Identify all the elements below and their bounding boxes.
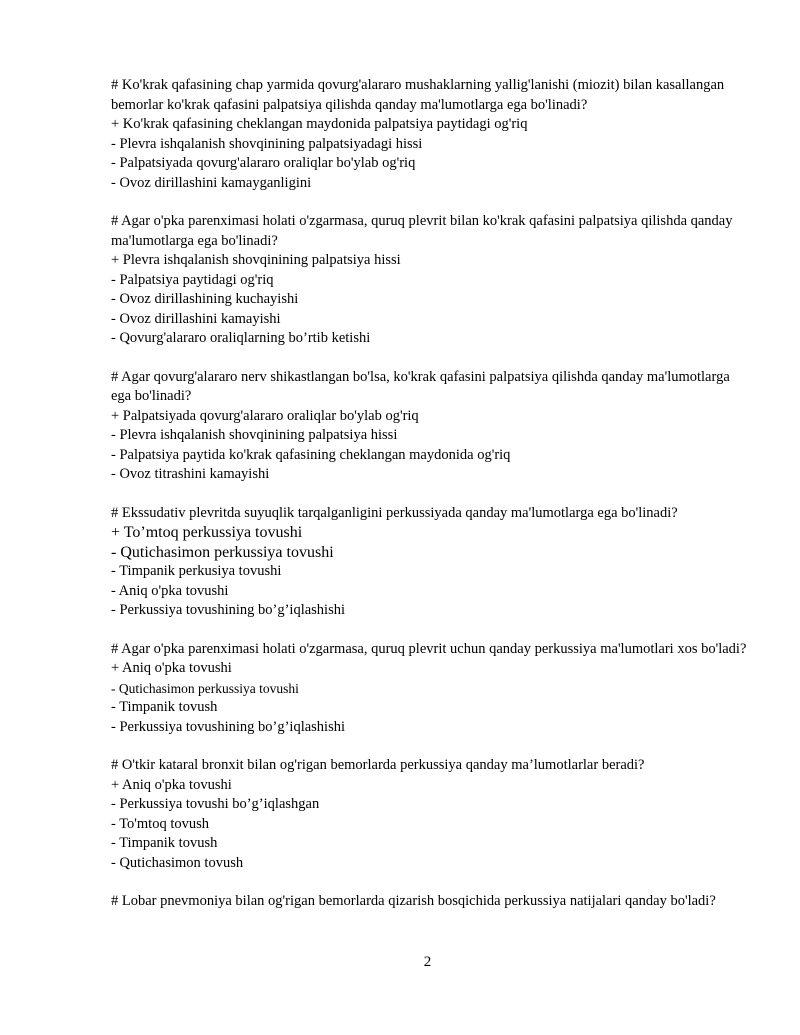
answer-option: - Palpatsiya paytida ko'krak qafasining cheklangan maydonida og'riq	[111, 446, 511, 463]
question-7	[111, 892, 751, 912]
answer-option-correct: + To’mtoq perkussiya tovushi	[111, 524, 303, 541]
answer-option: - Plevra ishqalanish shovqinining palpatsiyadagi hissi	[111, 135, 423, 152]
answer-option: - Aniq o'pka tovushi	[111, 582, 229, 599]
answer-option: - Qutichasimon perkussiya tovushi	[111, 680, 299, 696]
answer-option-correct: + Aniq o'pka tovushi	[111, 660, 232, 676]
page-number: 2	[423, 954, 432, 970]
answer-option: - Timpanik tovush	[111, 699, 218, 715]
answer-option: - Perkussiya tovushining bo’g’iqlashishi	[111, 718, 346, 735]
answer-option-correct: + Palpatsiyada qovurg'alararo oraliqlar bo'ylab og'riq	[111, 407, 419, 424]
answer-option: - Ovoz titrashini kamayishi	[111, 466, 270, 482]
answer-option: - Ovoz dirillashini kamayganligini	[111, 174, 312, 191]
question-1	[111, 76, 751, 193]
answer-option: - Qutichasimon perkussiya tovushi	[111, 543, 334, 561]
question-5	[111, 640, 751, 738]
question-text: # Lobar pnevmoniya bilan og'rigan bemorlarda qizarish bosqichida perkussiya natijalari qanday bo'ladi?	[111, 893, 716, 909]
answer-option: - To'mtoq tovush	[111, 815, 210, 832]
question-2	[111, 212, 751, 349]
question-text: # Ekssudativ plevritda suyuqlik tarqalganligini perkussiyada qanday ma'lumotlarga ega bo'linadi?	[111, 504, 678, 521]
answer-option: - Plevra ishqalanish shovqinining palpatsiya hissi	[111, 427, 398, 443]
question-text: # Agar o'pka parenximasi holati o'zgarmasa, quruq plevrit uchun qanday perkussiya ma'lumotlari xos bo'ladi?	[111, 640, 747, 657]
answer-option: - Qutichasimon tovush	[111, 854, 244, 871]
answer-option: - Palpatsiyada qovurg'alararo oraliqlar bo'ylab og'riq	[111, 155, 416, 171]
question-3	[111, 368, 751, 485]
question-text: # Agar o'pka parenximasi holati o'zgarmasa, quruq plevrit bilan ko'krak qafasini palpatsiya qilishda qanday ma'lumotlarga ega bo'linadi?	[111, 213, 733, 249]
answer-option: - Timpanik tovush	[111, 835, 218, 851]
answer-option: - Timpanik perkusiya tovushi	[111, 563, 282, 579]
document-page	[111, 76, 751, 931]
answer-option: - Qovurg'alararo oraliqlarning bo’rtib ketishi	[111, 330, 371, 346]
answer-option: - Perkussiya tovushining bo’g’iqlashishi	[111, 602, 346, 618]
answer-option-correct: + Plevra ishqalanish shovqinining palpatsiya hissi	[111, 252, 401, 268]
question-text: # O'tkir kataral bronxit bilan og'rigan bemorlarda perkussiya qanday ma’lumotlarlar beradi?	[111, 757, 645, 773]
answer-option: - Perkussiya tovushi bo’g’iqlashgan	[111, 796, 320, 812]
answer-option: - Palpatsiya paytidagi og'riq	[111, 271, 274, 288]
question-6	[111, 756, 751, 873]
question-4	[111, 504, 751, 621]
question-text: # Agar qovurg'alararo nerv shikastlangan bo'lsa, ko'krak qafasini palpatsiya qilishda qanday ma'lumotlarga ega bo'linadi?	[111, 368, 730, 404]
answer-option: - Ovoz dirillashining kuchayishi	[111, 291, 299, 307]
answer-option-correct: + Aniq o'pka tovushi	[111, 776, 232, 793]
answer-option-correct: + Ko'krak qafasining cheklangan maydonida palpatsiya paytidagi og'riq	[111, 116, 528, 132]
question-text: # Ko'krak qafasining chap yarmida qovurg'alararo mushaklarning yallig'lanishi (miozit) bilan kasallangan bemorlar ko'krak qafasini palpatsiya qilishda qanday ma'lumotlarga ega bo'linadi?	[111, 77, 725, 113]
answer-option: - Ovoz dirillashini kamayishi	[111, 310, 281, 327]
